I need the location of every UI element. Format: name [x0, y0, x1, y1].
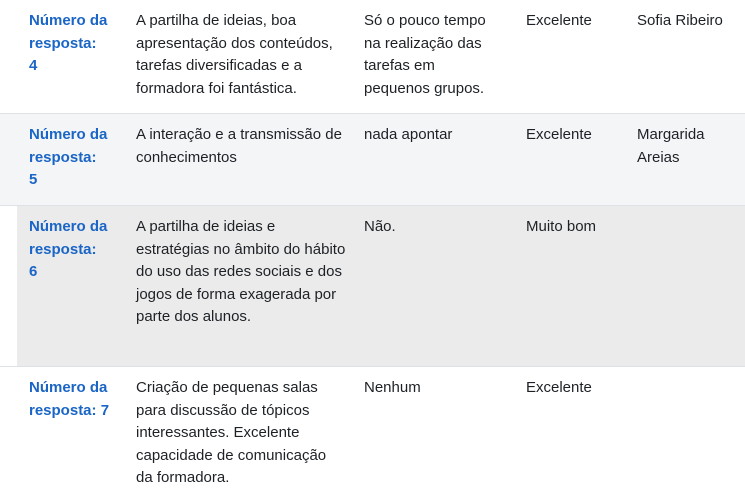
response-number-line: resposta: 7: [29, 401, 110, 419]
response-number-line: resposta:: [29, 240, 97, 258]
positive-aspects-cell: Criação de pequenas salas para discussão de tópicos interessantes. Excelente capacidade de comunicação da formadora.: [136, 379, 327, 486]
response-number-line: Número da: [29, 379, 108, 396]
response-number-link[interactable]: [29, 377, 119, 422]
evaluation-cell: Muito bom: [526, 218, 597, 235]
respondent-name-cell: Margarida Areias: [637, 126, 705, 166]
response-number-line: resposta:: [29, 34, 97, 52]
response-number-link[interactable]: [29, 10, 119, 78]
evaluation-cell: Excelente: [526, 12, 592, 29]
response-number-line: Número da: [29, 126, 108, 143]
table-row: [0, 206, 745, 367]
response-number-line: 4: [29, 57, 38, 74]
negative-aspects-cell: Só o pouco tempo na realização das tarefas em pequenos grupos.: [364, 12, 486, 97]
table-row: [0, 0, 745, 114]
response-number-link[interactable]: [29, 216, 119, 284]
negative-aspects-cell: Nenhum: [364, 379, 421, 396]
row-edge-strip: [0, 206, 17, 366]
table-row: [0, 367, 745, 493]
positive-aspects-cell: A interação e a transmissão de conhecimentos: [136, 126, 342, 166]
positive-aspects-cell: A partilha de ideias, boa apresentação dos conteúdos, tarefas diversificadas e a formadora foi fantástica.: [136, 12, 333, 97]
response-number-line: 6: [29, 263, 38, 280]
evaluation-cell: Excelente: [526, 126, 592, 143]
negative-aspects-cell: nada apontar: [364, 126, 453, 143]
response-number-link[interactable]: [29, 124, 119, 192]
response-number-line: Número da: [29, 218, 108, 235]
respondent-name-cell: Sofia Ribeiro: [637, 12, 723, 29]
response-number-line: 5: [29, 171, 38, 188]
positive-aspects-cell: A partilha de ideias e estratégias no âmbito do hábito do uso das redes sociais e dos jogos de forma exagerada por parte dos alunos.: [136, 218, 346, 325]
evaluation-cell: Excelente: [526, 379, 592, 396]
table-row: [0, 114, 745, 206]
response-number-line: Número da: [29, 12, 108, 29]
negative-aspects-cell: Não.: [364, 218, 396, 235]
response-number-line: resposta:: [29, 148, 97, 166]
